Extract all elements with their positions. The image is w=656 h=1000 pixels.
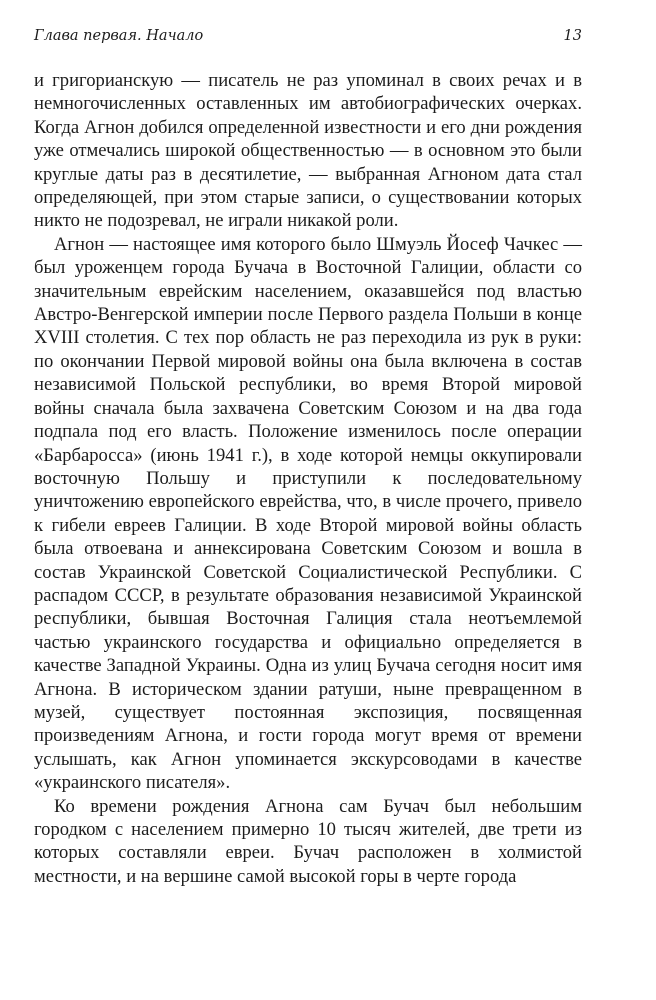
paragraph-continuation: и григорианскую — писатель не раз упоминал в своих речах и в немногочисленных оставленных им автобиографических очерках. Когда Агнон добился определенной известности и его дни рождения уже отмечались широкой общественностью — в основном это были круглые даты раз в десятилетие, — выбранная Агноном дата стал определяющей, при этом старые записи, о существовании которых никто не подозревал, не играли никакой роли. (34, 70, 582, 232)
body-text (34, 69, 582, 888)
paragraph-buchach-town: Ко времени рождения Агнона сам Бучач был небольшим городком с населением примерно 10 тысяч жителей, две трети из которых составляли евреи. Бучач расположен в холмистой местности, и на вершине самой высокой горы в черте города (34, 795, 582, 887)
running-head (34, 28, 582, 50)
paragraph-agnon-buchach: Агнон — настоящее имя которого было Шмуэль Йосеф Чачкес — был уроженцем города Бучача в Восточной Галиции, области со значительным еврейским населением, оказавшейся под властью Австро-Венгерской империи после Первого раздела Польши в конце XVIII столетия. С тех пор область не раз переходила из рук в руки: по окончании Первой мировой войны она была включена в состав независимой Польской республики, во время Второй мировой войны сначала была захвачена Советским Союзом и на два года подпала под его власть. Положение изменилось после операции «Барбаросса» (июнь 1941 г.), в ходе которой немцы оккупировали восточную Польшу и приступили к последовательному уничтожению европейского еврейства, что, в числе прочего, привело к гибели евреев Галиции. В ходе Второй мировой войны область была отвоевана и аннексирована Советским Союзом и вошла в состав Украинской Советской Социалистической Республики. С распадом СССР, в результате образования независимой Украинской республики, бывшая Восточная Галиция стала неотъемлемой частью украинского государства и официально определяется в качестве Западной Украины. Одна из улиц Бучача сегодня носит имя Агнона. В историческом здании ратуши, ныне превращенном в музей, существует постоянная экспозиция, посвященная произведениям Агнона, и гости города могут время от времени услышать, как Агнон упоминается экскурсоводами в качестве «украинского писателя». (34, 233, 582, 794)
page-number: 13 (563, 28, 582, 44)
chapter-title: Глава первая. Начало (34, 28, 204, 44)
